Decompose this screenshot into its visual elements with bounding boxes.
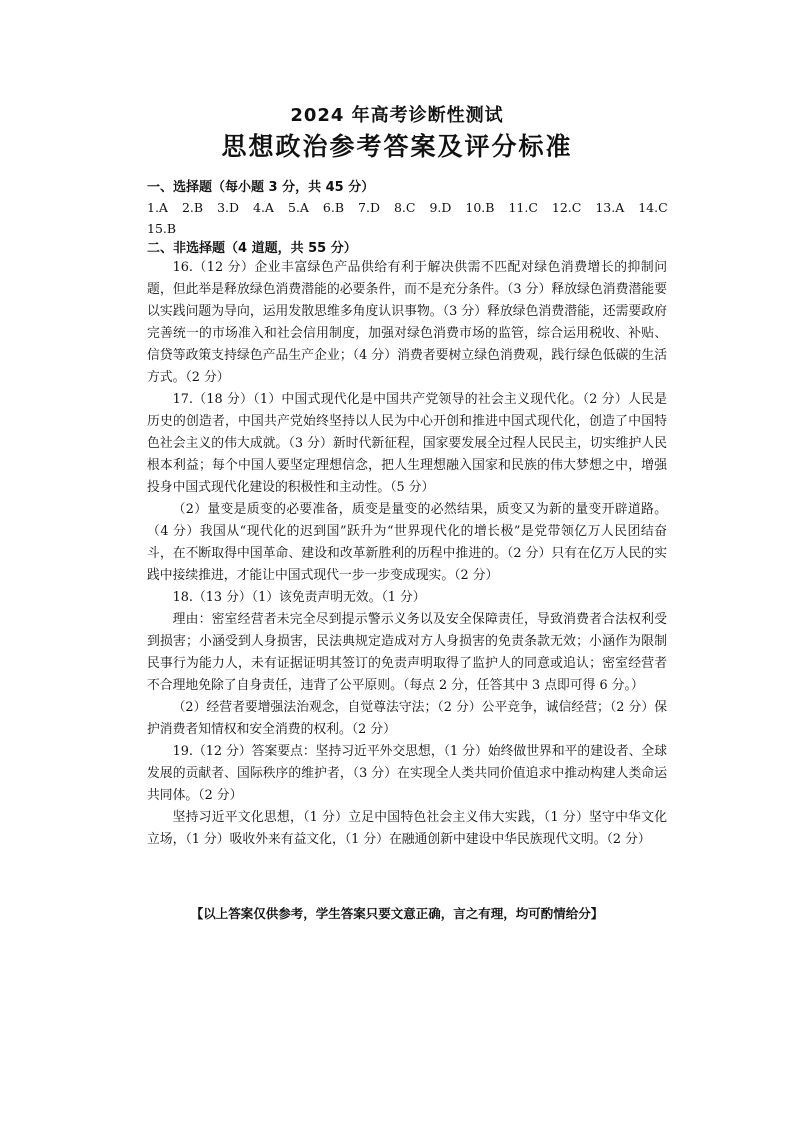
section-2-heading: 二、非选择题（4 道题，共 55 分） xyxy=(147,241,357,256)
choice-answers xyxy=(147,197,707,239)
choice-answer: 10.B xyxy=(465,200,495,215)
exam-title: 2024 年高考诊断性测试 xyxy=(290,105,504,126)
answer-paragraph-q18-reason: 理由：密室经营者未完全尽到提示警示义务以及安全保障责任，导致消费者合法权利受到损害；小涵受到人身损害，民法典规定造成对方人身损害的免责条款无效；小涵作为限制民事行为能力人，未有证据证明其签订的免责声明取得了监护人的同意或追认；密室经营者不合理地免除了自身责任，违背了公平原则。（每点 2 分，任答其中 3 点即可得 6 分。） xyxy=(147,612,667,693)
choice-answer: 15.B xyxy=(147,221,177,236)
choice-answer: 2.B xyxy=(181,200,204,215)
choice-answer: 3.D xyxy=(217,200,240,215)
answer-paragraph-q19-2: 坚持习近平文化思想，（1 分）立足中国特色社会主义伟大实践，（1 分）坚守中华文化立场，（1 分）吸收外来有益文化，（1 分）在融通创新中建设中华民族现代文明。（2 分） xyxy=(147,810,667,847)
section-2-body xyxy=(147,257,667,851)
answer-paragraph-q17-2: （2）量变是质变的必要准备，质变是量变的必然结果，质变又为新的量变开辟道路。（4 分）我国从“现代化的迟到国”跃升为“世界现代化的增长极”是党带领亿万人民团结奋斗，在不断取得中国革命、建设和改革新胜利的历程中推进的。（2 分）只有在亿万人民的实践中接续推进，才能让中国式现代一步一步变成现实。（2 分） xyxy=(147,502,667,583)
choice-answer: 7.D xyxy=(358,200,380,215)
choice-answer: 13.A xyxy=(595,200,625,215)
answer-paragraph-q18-2: （2）经营者要增强法治观念，自觉尊法守法；（2 分）公平竞争，诚信经营；（2 分）保护消费者知情权和安全消费的权利。（2 分） xyxy=(147,700,667,737)
answer-paragraph-q19-1: 19.（12 分）答案要点：坚持习近平外交思想，（1 分）始终做世界和平的建设者、全球发展的贡献者、国际秩序的维护者，（3 分）在实现全人类共同价值追求中推动构建人类命运共同体。（2 分） xyxy=(147,744,667,803)
choice-answer: 6.B xyxy=(322,200,345,215)
choice-answer: 12.C xyxy=(551,200,582,215)
choice-answer: 9.D xyxy=(429,200,452,215)
answer-paragraph-q16: 16.（12 分）企业丰富绿色产品供给有利于解决供需不匹配对绿色消费增长的抑制问题，但此举是释放绿色消费潜能的必要条件，而不是充分条件。（3 分）释放绿色消费潜能要以实践问题为导向，运用发散思维多角度认识事物。（3 分）释放绿色消费潜能，还需要政府完善统一的市场准入和社会信用制度，加强对绿色消费市场的监管，综合运用税收、补贴、信贷等政策支持绿色产品生产企业；（4 分）消费者要树立绿色消费观，践行绿色低碳的生活方式。（2 分） xyxy=(147,260,667,385)
choice-answer: 1.A xyxy=(147,200,168,215)
choice-answer: 14.C xyxy=(638,200,668,215)
answer-paragraph-q17-1: 17.（18 分）（1）中国式现代化是中国共产党领导的社会主义现代化。（2 分）人民是历史的创造者，中国共产党始终坚持以人民为中心开创和推进中国式现代化，创造了中国特色社会主义的伟大成就。（3 分）新时代新征程，国家要发展全过程人民民主，切实维护人民根本利益；每个中国人要坚定理想信念，把人生理想融入国家和民族的伟大梦想之中，增强投身中国式现代化建设的积极性和主动性。（5 分） xyxy=(147,392,667,495)
choice-answer: 11.C xyxy=(508,200,538,215)
document-subtitle: 思想政治参考答案及评分标准 xyxy=(221,132,573,161)
section-1-heading: 一、选择题（每小题 3 分，共 45 分） xyxy=(147,180,375,195)
choice-answer: 4.A xyxy=(253,200,274,215)
answer-paragraph-q18-1: 18.（13 分）（1）该免责声明无效。（1 分） xyxy=(172,590,426,605)
footer-note: 【以上答案仅供参考，学生答案只要文意正确，言之有理，均可酌情给分】 xyxy=(190,906,604,921)
choice-answer: 8.C xyxy=(393,200,416,215)
choice-answer: 5.A xyxy=(287,200,309,215)
